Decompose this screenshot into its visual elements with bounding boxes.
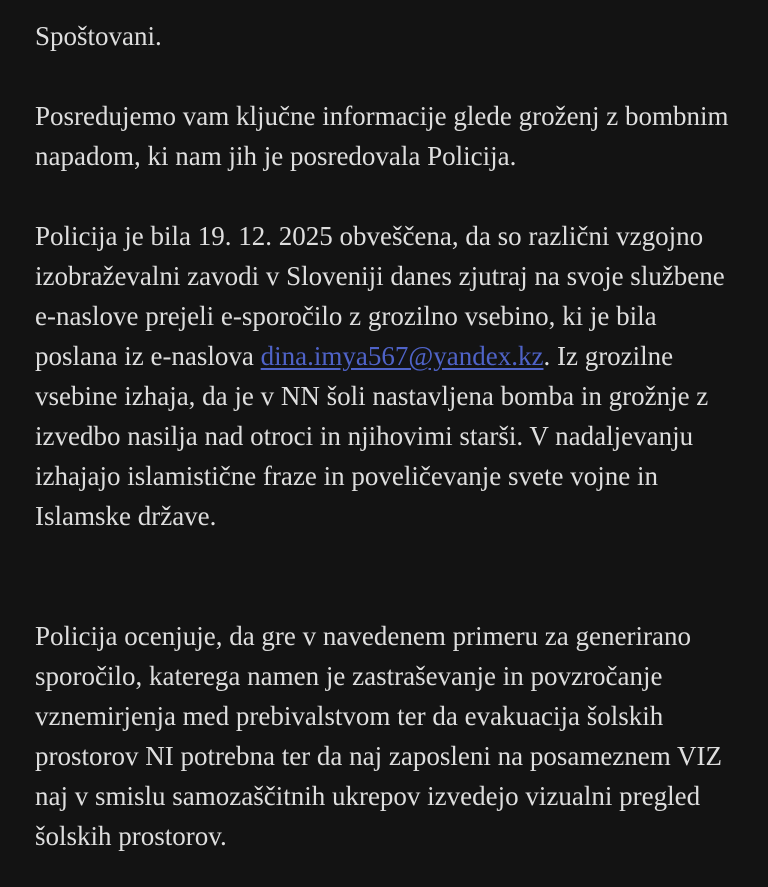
sender-email-link[interactable]: dina.imya567@yandex.kz xyxy=(260,341,544,371)
greeting-paragraph: Spoštovani. xyxy=(35,21,162,51)
assessment-paragraph: Policija ocenjuje, da gre v navedenem primeru za generirano sporočilo, katerega namen je zastraševanje in povzročanje vznemirjenja med prebivalstvom ter da evakuacija šolskih prostorov NI potrebna ter da naj zaposleni na posameznem VIZ naj v smislu samozaščitnih ukrepov izvedejo vizualni pregled šolskih prostorov. xyxy=(35,621,723,851)
incident-text-before-link: Policija je bila 19. 12. 2025 obveščena, da so različni vzgojno izobraževalni zavodi v Sloveniji danes zjutraj na svoje službene e-naslove prejeli e-sporočilo z grozilno vsebino, ki je bila poslana iz e-naslova xyxy=(35,221,725,371)
incident-paragraph xyxy=(35,216,735,536)
incident-text-after-link: . Iz grozilne vsebine izhaja, da je v NN šoli nastavljena bomba in grožnje z izvedbo nasilja nad otroci in njihovimi starši. V nadaljevanju izhajajo islamistične fraze in poveličevanje svete vojne in Islamske države. xyxy=(35,341,709,531)
intro-paragraph: Posredujemo vam ključne informacije glede groženj z bombnim napadom, ki nam jih je posredovala Policija. xyxy=(35,101,729,171)
